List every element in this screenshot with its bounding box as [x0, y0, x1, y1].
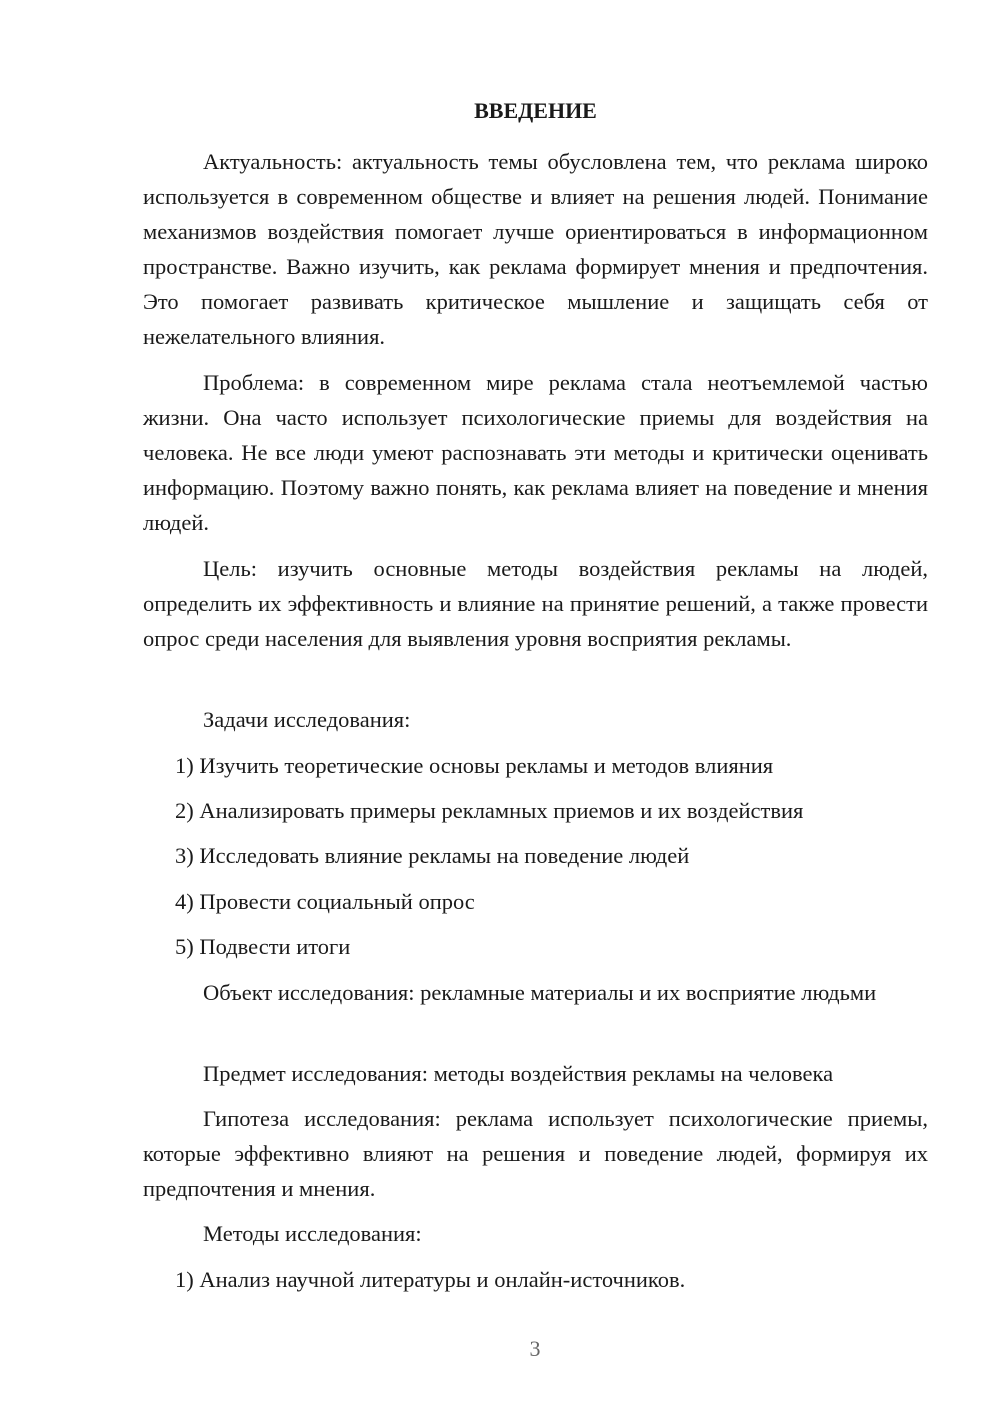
subject-paragraph: Предмет исследования: методы воздействия рекламы на человека	[203, 1061, 834, 1086]
page-number: 3	[529, 1336, 541, 1361]
object-paragraph: Объект исследования: рекламные материалы и их восприятие людьми	[203, 980, 877, 1005]
goal-paragraph: Цель: изучить основные методы воздействия рекламы на людей, определить их эффективность и влияние на принятие решений, а также провести опрос среди населения для выявления уровня восприятия рекламы.	[143, 556, 928, 651]
task-item: 2) Анализировать примеры рекламных приемов и их воздействия	[175, 798, 804, 823]
task-item: 5) Подвести итоги	[175, 934, 351, 959]
methods-heading: Методы исследования:	[203, 1221, 422, 1246]
problem-paragraph: Проблема: в современном мире реклама стала неотъемлемой частью жизни. Она часто использует психологические приемы для воздействия на человека. Не все люди умеют распознавать эти методы и критически оценивать информацию. Поэтому важно понять, как реклама влияет на поведение и мнения людей.	[143, 370, 928, 535]
section-title: ВВЕДЕНИЕ	[474, 98, 597, 123]
task-item: 4) Провести социальный опрос	[175, 889, 475, 914]
hypothesis-paragraph: Гипотеза исследования: реклама использует психологические приемы, которые эффективно влияют на решения и поведение людей, формируя их предпочтения и мнения.	[143, 1106, 928, 1201]
method-item: 1) Анализ научной литературы и онлайн-источников.	[175, 1267, 686, 1292]
tasks-heading: Задачи исследования:	[203, 707, 411, 732]
relevance-paragraph: Актуальность: актуальность темы обусловлена тем, что реклама широко используется в современном обществе и влияет на решения людей. Понимание механизмов воздействия помогает лучше ориентироваться в информационном пространстве. Важно изучить, как реклама формирует мнения и предпочтения. Это помогает развивать критическое мышление и защищать себя от нежелательного влияния.	[143, 149, 928, 349]
task-item: 1) Изучить теоретические основы рекламы и методов влияния	[175, 753, 774, 778]
task-item: 3) Исследовать влияние рекламы на поведение людей	[175, 843, 690, 868]
